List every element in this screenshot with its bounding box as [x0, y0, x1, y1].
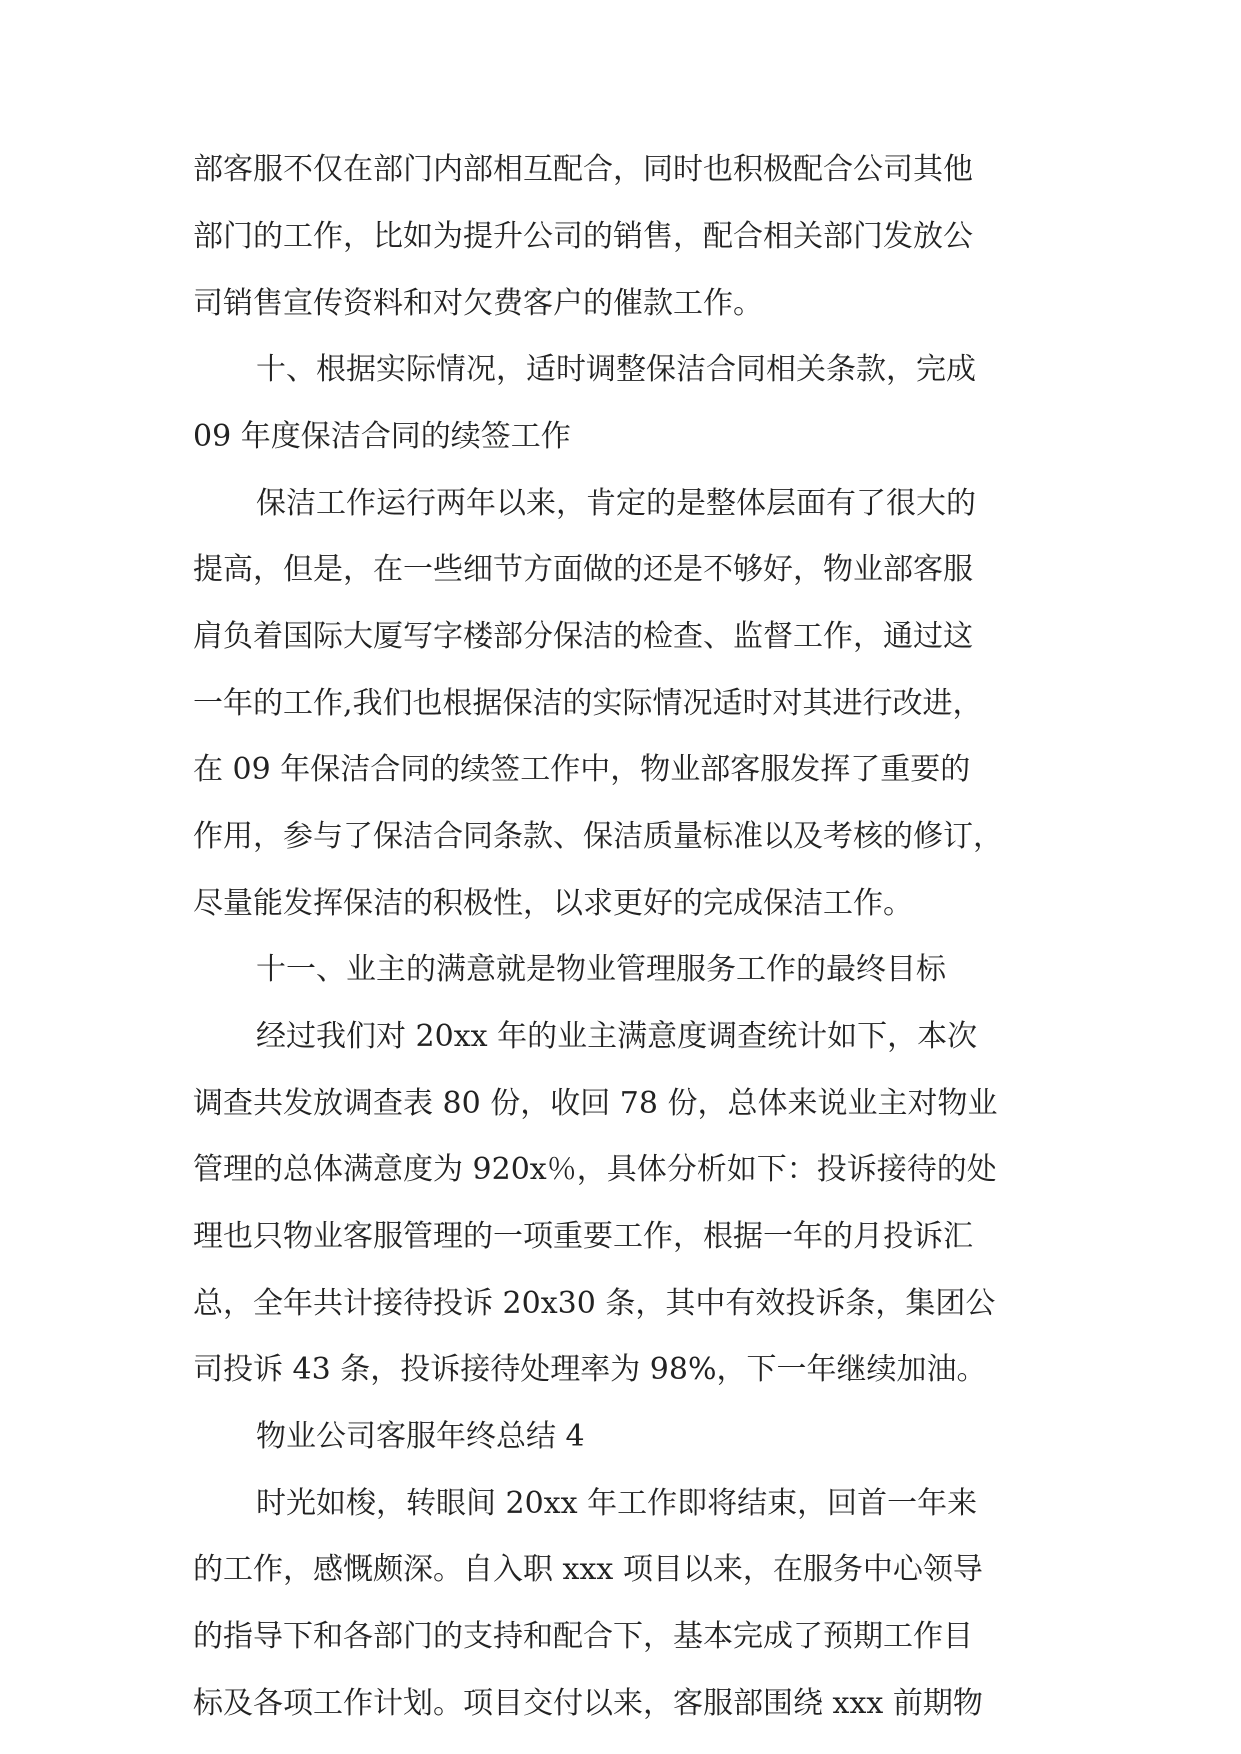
text-line: 总，全年共计接待投诉 20x30 条，其中有效投诉条，集团公 [193, 1286, 996, 1321]
text-line: 管理的总体满意度为 920x％，具体分析如下：投诉接待的处 [193, 1152, 997, 1187]
text-line: 理也只物业客服管理的一项重要工作，根据一年的月投诉汇 [193, 1219, 973, 1254]
section-heading: 十、根据实际情况，适时调整保洁合同相关条款，完成 [256, 352, 976, 387]
text-line: 尽量能发挥保洁的积极性，以求更好的完成保洁工作。 [193, 886, 913, 921]
text-line: 的工作，感慨颇深。自入职 xxx 项目以来，在服务中心领导 [193, 1552, 983, 1587]
section-heading: 十一、业主的满意就是物业管理服务工作的最终目标 [256, 952, 946, 987]
text-line: 经过我们对 20xx 年的业主满意度调查统计如下，本次 [256, 1019, 978, 1054]
text-line: 司销售宣传资料和对欠费客户的催款工作。 [193, 286, 763, 321]
text-line: 的指导下和各部门的支持和配合下，基本完成了预期工作目 [193, 1619, 973, 1654]
text-line: 提高，但是，在一些细节方面做的还是不够好，物业部客服 [193, 552, 973, 587]
section-heading: 09 年度保洁合同的续签工作 [193, 419, 571, 454]
text-line: 肩负着国际大厦写字楼部分保洁的检查、监督工作，通过这 [193, 619, 973, 654]
text-line: 保洁工作运行两年以来，肯定的是整体层面有了很大的 [256, 486, 976, 521]
text-line: 一年的工作,我们也根据保洁的实际情况适时对其进行改进， [193, 686, 983, 721]
text-line: 标及各项工作计划。项目交付以来，客服部围绕 xxx 前期物 [193, 1686, 983, 1721]
text-line: 在 09 年保洁合同的续签工作中，物业部客服发挥了重要的 [193, 752, 971, 787]
text-line: 部客服不仅在部门内部相互配合，同时也积极配合公司其他 [193, 152, 973, 187]
text-line: 时光如梭，转眼间 20xx 年工作即将结束，回首一年来 [256, 1486, 978, 1521]
text-line: 作用，参与了保洁合同条款、保洁质量标准以及考核的修订， [193, 819, 1003, 854]
text-line: 调查共发放调查表 80 份，收回 78 份，总体来说业主对物业 [193, 1086, 998, 1121]
text-line: 部门的工作，比如为提升公司的销售，配合相关部门发放公 [193, 219, 973, 254]
text-line: 司投诉 43 条，投诉接待处理率为 98%，下一年继续加油。 [193, 1352, 987, 1387]
document-title: 物业公司客服年终总结 4 [256, 1419, 585, 1454]
